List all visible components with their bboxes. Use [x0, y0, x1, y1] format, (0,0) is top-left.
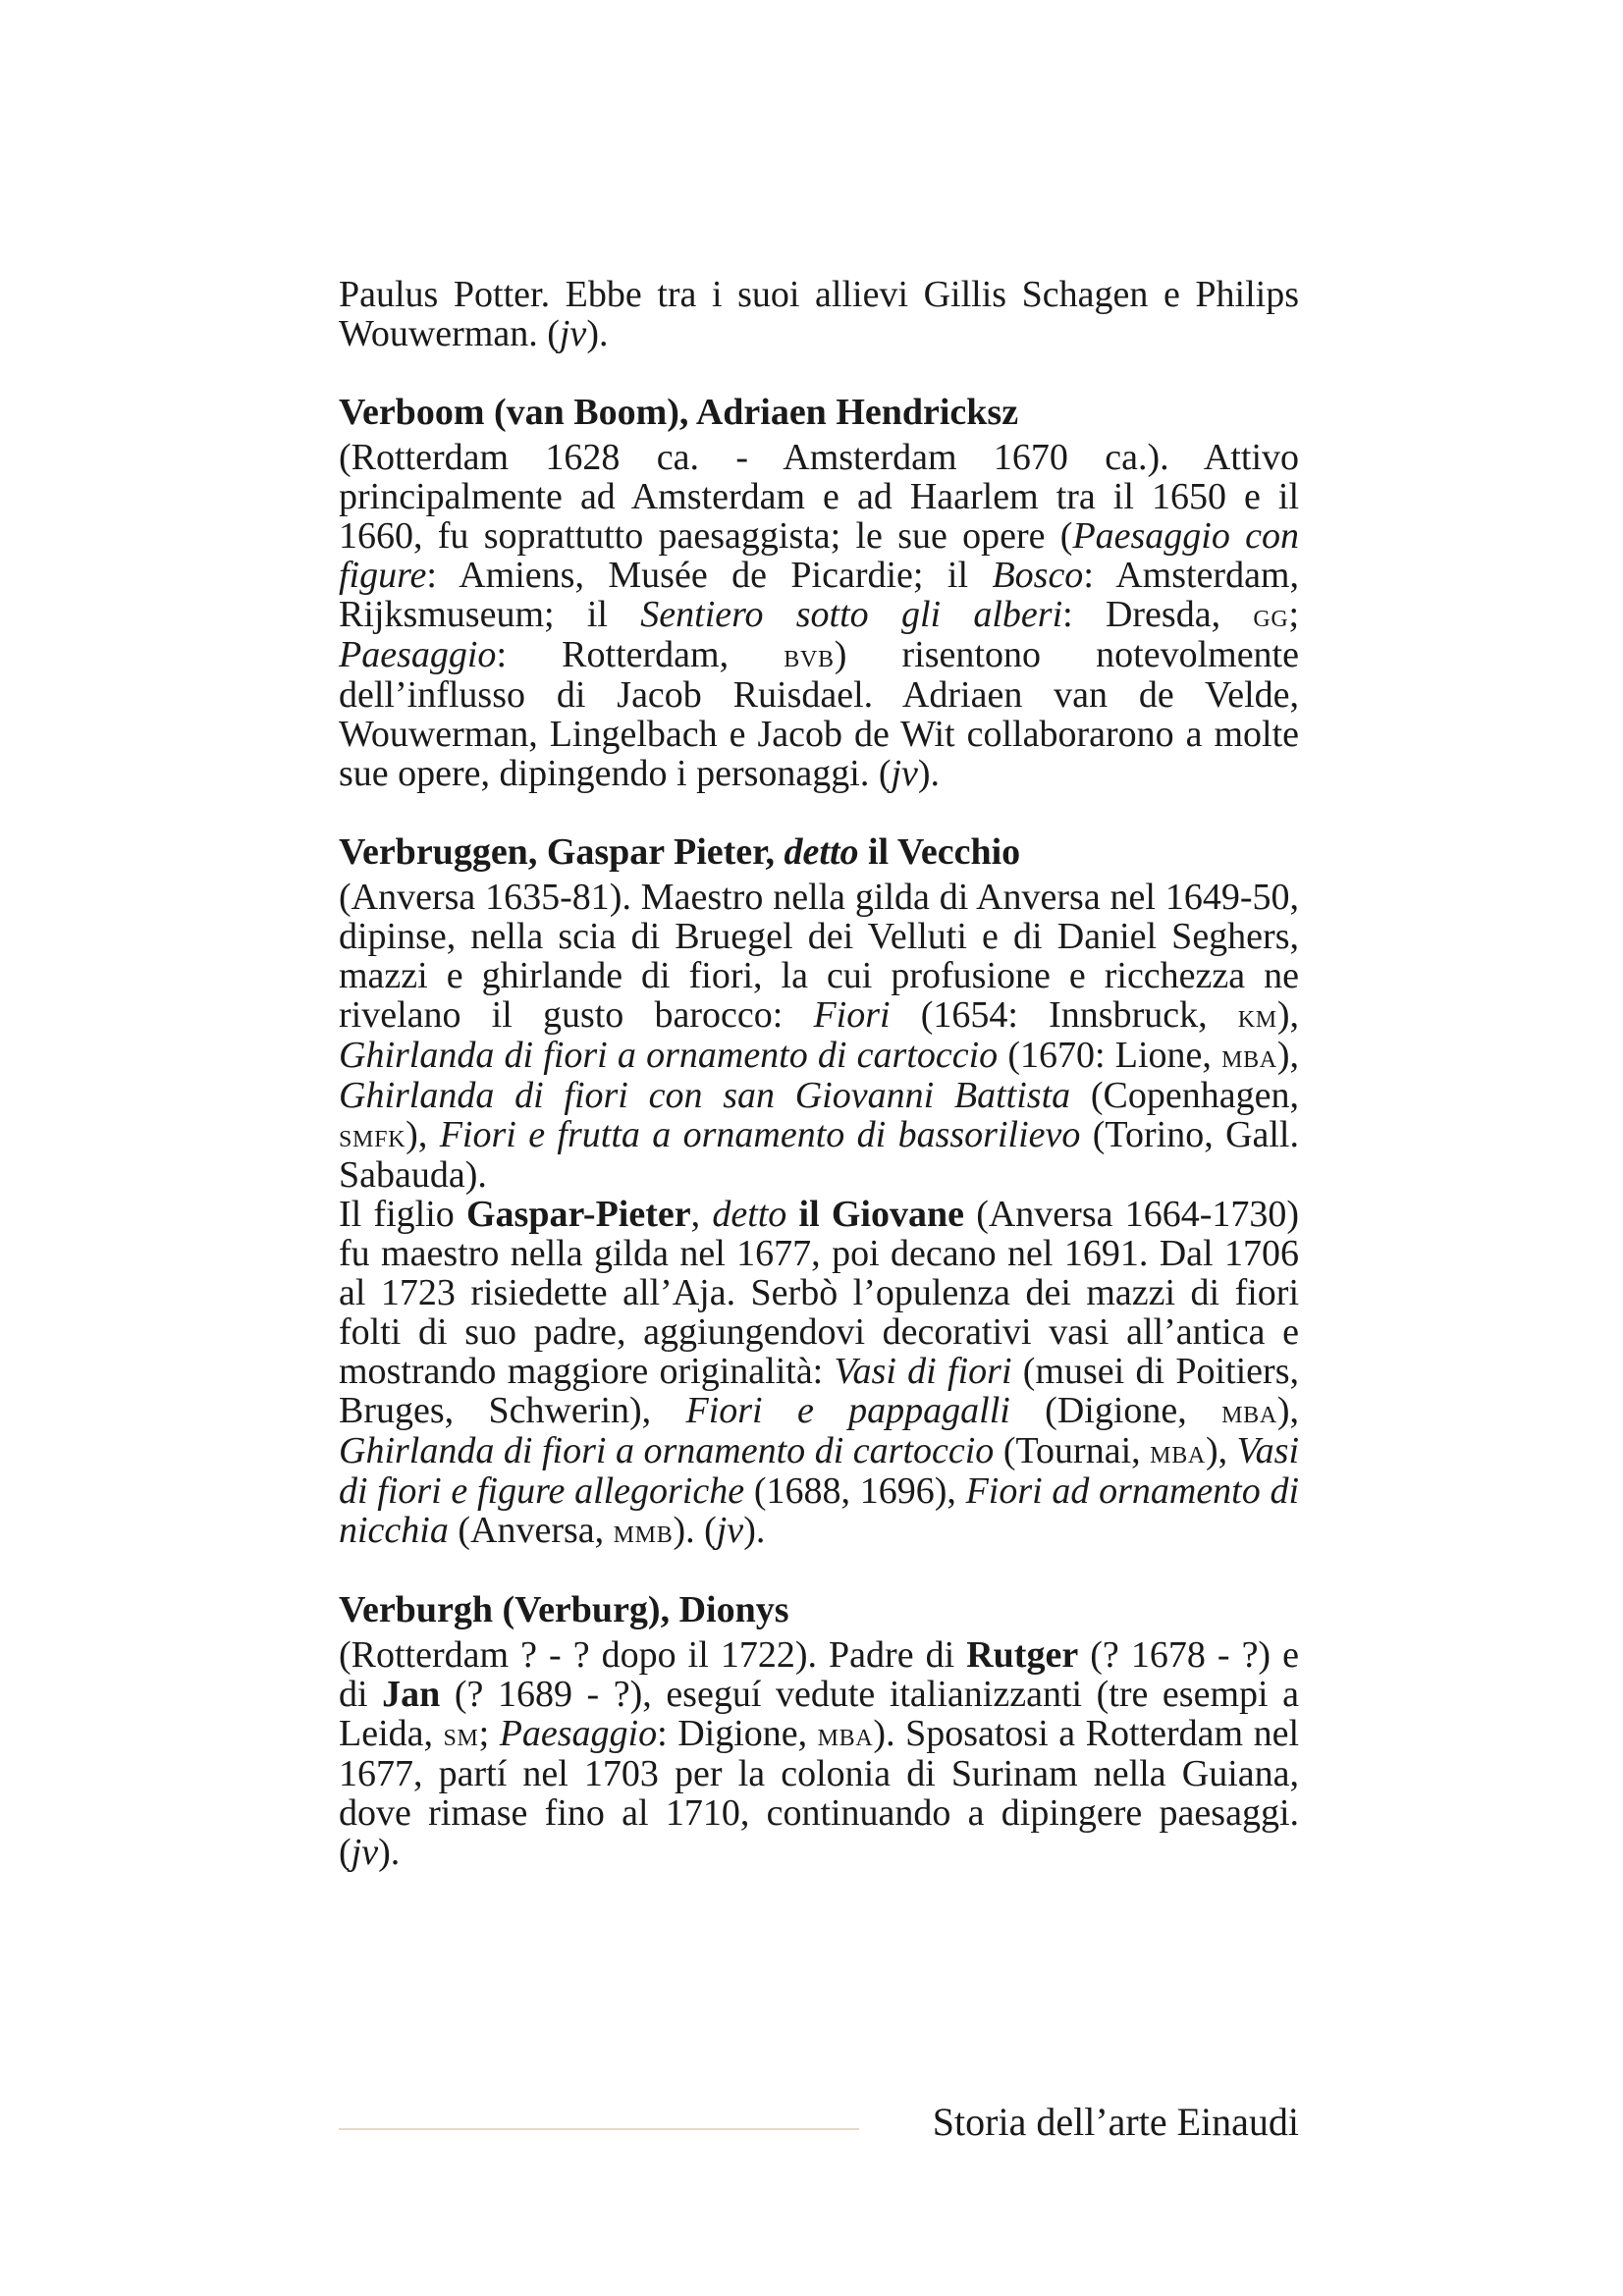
text-run: (1670: Lione, [998, 1035, 1222, 1076]
italic-text: Vasi di fiori [834, 1351, 1012, 1392]
text-run: (1688, 1696), [744, 1470, 966, 1512]
text-run: ) risentono notevolmente dell’influsso di Jacob Ruisdael. Adriaen van de Velde, Wouwerman, Lingelbach e Jacob de Wit collaborarono a molte sue opere, dipingendo i personaggi. ( [339, 634, 1299, 794]
text-run: (Anversa 1635-81). Maestro nella gilda di Anversa nel 1649-50, dipinse, nella scia di Bruegel dei Velluti e di Daniel Seghers, mazzi e ghirlande di fiori, la cui profusione e ricchezza ne rivelano il gusto barocco: [339, 877, 1299, 1036]
text-run [786, 1194, 798, 1235]
entry-verboom [339, 391, 1299, 793]
italic-text: Fiori e pappagalli [685, 1390, 1010, 1431]
entry-body [339, 1635, 1299, 1872]
text-run: (Anversa 1664-1730) fu maestro nella gilda nel 1677, poi decano nel 1691. Dal 1706 al 1723 risiedette all’Aja. Serbò l’opulenza dei mazzi di fiori folti di suo padre, aggiungendovi decorativi vasi all’antica e mostrando maggiore originalità: [339, 1194, 1299, 1392]
abbreviation: mmb [613, 1512, 674, 1550]
entry-heading: Verburgh (Verburg), Dionys [339, 1589, 789, 1630]
abbreviation: bvb [784, 636, 835, 674]
text-run: ), [406, 1114, 440, 1155]
intro-text: Paulus Potter. Ebbe tra i suoi allievi Gillis Schagen e Philips Wouwerman. [339, 274, 1299, 354]
text-run: (Torino, Gall. Sabauda). [339, 1114, 1299, 1196]
abbreviation: mba [817, 1715, 874, 1753]
abbreviation: smfk [339, 1116, 406, 1154]
text-run: , [690, 1194, 713, 1235]
text-run: il Vecchio [858, 831, 1021, 873]
text-run: Il figlio [339, 1194, 466, 1235]
text-run: ), [1205, 1430, 1237, 1471]
italic-text: Fiori [813, 994, 891, 1036]
entry-heading [339, 830, 1299, 874]
intro-paragraph: Paulus Potter. Ebbe tra i suoi allievi Gillis Schagen e Philips Wouwerman. (jv). [339, 274, 1299, 354]
italic-text: jv [351, 1832, 379, 1873]
text-run: (Digione, [1009, 1390, 1222, 1431]
abbreviation: mba [1221, 1392, 1277, 1430]
entry-body [339, 878, 1299, 1195]
text-run: (Copenhagen, [1070, 1075, 1299, 1116]
text-run: ). [917, 753, 941, 794]
text-run: (1654: Innsbruck, [890, 994, 1238, 1036]
text-run: ). Sposatosi a Rotterdam nel 1677, partí nel 1703 per la colonia di Surinam nella Guiana, dove rimase fino al 1710, continuando a dipingere paesaggi. ( [339, 1713, 1300, 1873]
bold-text: Gaspar-Pieter [465, 1194, 691, 1235]
text-run: (Rotterdam ? - ? dopo il 1722). Padre di [339, 1634, 967, 1676]
italic-text: detto [712, 1194, 787, 1235]
author-initials: jv [559, 313, 587, 354]
text-run: : Rotterdam, [496, 634, 784, 675]
text-run: (? 1678 - ?) e di [339, 1634, 1300, 1715]
abbreviation: km [1237, 996, 1277, 1035]
text-run: : Amiens, Musée de Picardie; il [426, 555, 993, 596]
text-run: ). [743, 1510, 766, 1551]
text-run: ), [1276, 994, 1299, 1036]
text-run: ), [1276, 1035, 1299, 1076]
text-run: : Amsterdam, Rijksmuseum; il [339, 555, 1299, 635]
italic-text: Ghirlanda di fiori con san Giovanni Battista [339, 1075, 1071, 1116]
text-run: ; [478, 1713, 500, 1754]
italic-text: Fiori e frutta a ornamento di bassorilievo [439, 1114, 1081, 1155]
text-run: (? 1689 - ?), eseguí vedute italianizzanti (tre esempi a Leida, [339, 1674, 1299, 1754]
text-run: (Tournai, [994, 1430, 1151, 1471]
text-run: ). ( [673, 1510, 717, 1551]
bold-text: Rutger [966, 1634, 1079, 1676]
page-body [339, 275, 1299, 1872]
entry-body [339, 438, 1299, 793]
entry-body-continuation [339, 1195, 1299, 1551]
italic-text: jv [891, 753, 918, 794]
italic-text: Sentiero sotto gli alberi [640, 594, 1063, 635]
footer-rule [339, 2128, 859, 2130]
text-run: (musei di Poitiers, Bruges, Schwerin), [339, 1351, 1299, 1431]
footer-publisher: Storia dell’arte Einaudi [932, 2100, 1299, 2144]
italic-text: Fiori ad ornamento di nicchia [339, 1470, 1300, 1551]
text-run: ; [1288, 594, 1299, 635]
italic-text: Ghirlanda di fiori a ornamento di cartoccio [339, 1035, 999, 1076]
bold-text: il Giovane [798, 1194, 964, 1235]
italic-text: Bosco [992, 555, 1084, 596]
abbreviation: mba [1150, 1432, 1206, 1470]
italic-text: Paesaggio [499, 1713, 658, 1754]
italic-text: Ghirlanda di fiori a ornamento di cartoccio [339, 1430, 995, 1471]
text-run: (Anversa, [448, 1510, 614, 1551]
text-run: ). [378, 1832, 401, 1873]
entry-verbruggen [339, 830, 1299, 1551]
text-run: : Digione, [657, 1713, 818, 1754]
italic-text: jv [716, 1510, 744, 1551]
italic-text: Vasi di fiori e figure allegoriche [339, 1430, 1300, 1512]
italic-text: Paesaggio [339, 634, 497, 675]
entry-heading: Verboom (van Boom), Adriaen Hendricksz [339, 392, 1019, 433]
abbreviation: mba [1221, 1037, 1277, 1075]
italic-text: Paesaggio con figure [339, 515, 1299, 596]
italic-text: detto [784, 831, 859, 873]
abbreviation: sm [443, 1715, 479, 1753]
text-run: (Rotterdam 1628 ca. - Amsterdam 1670 ca.). Attivo principalmente ad Amsterdam e ad Haarlem tra il 1650 e il 1660, fu soprattutto paesaggista; le sue opere ( [339, 437, 1299, 557]
bold-text: Jan [382, 1674, 441, 1715]
page-footer [339, 2089, 1299, 2148]
text-run: ), [1276, 1390, 1300, 1431]
text-run: Verbruggen, Gaspar Pieter, [339, 831, 784, 873]
entry-verburgh [339, 1588, 1299, 1872]
abbreviation: gg [1253, 596, 1289, 634]
text-run: : Dresda, [1062, 594, 1254, 635]
